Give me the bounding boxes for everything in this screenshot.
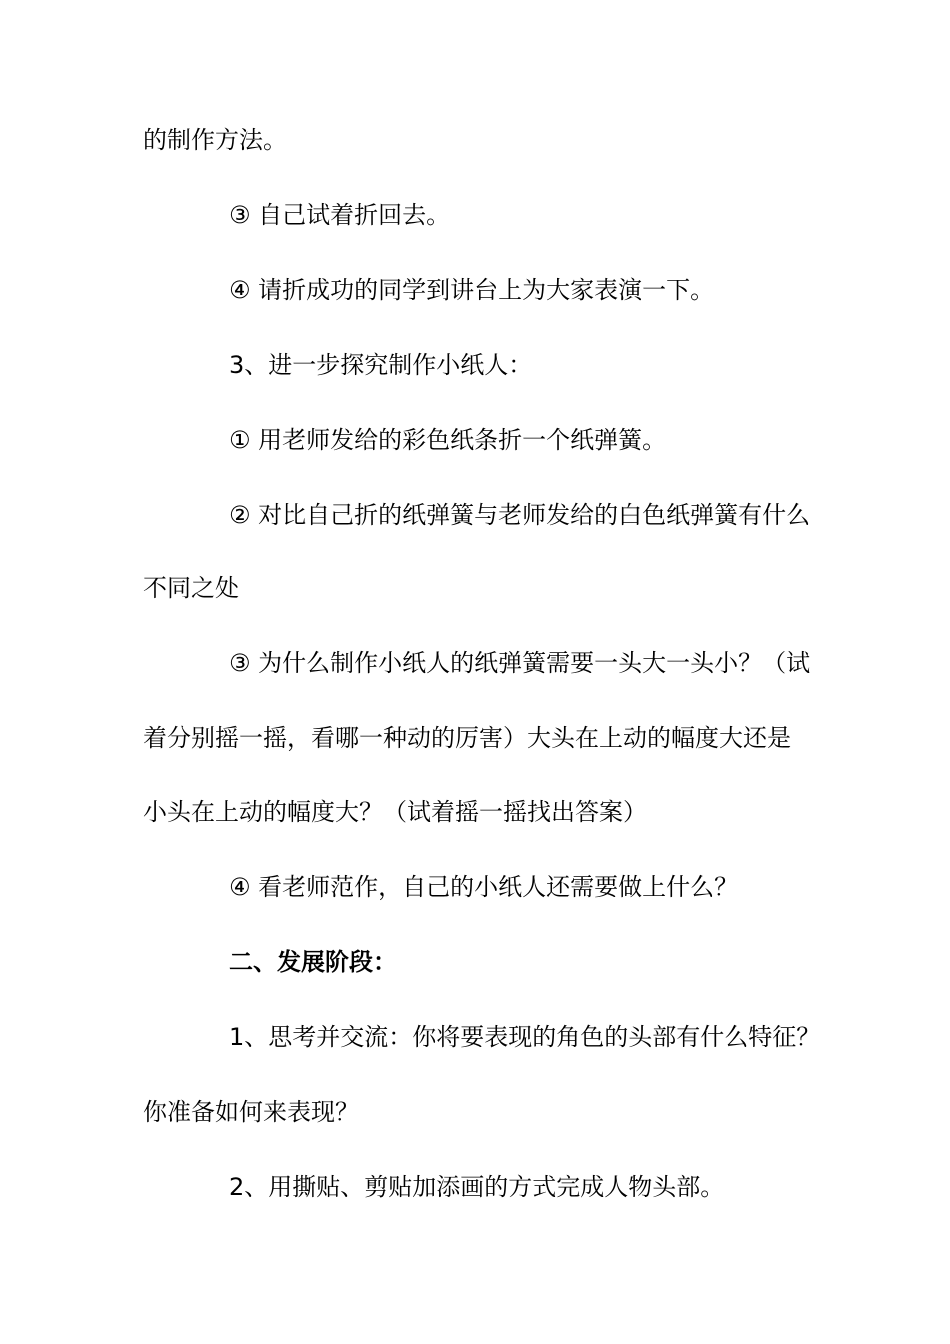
paragraph-line: 的制作方法。 bbox=[143, 126, 287, 154]
paragraph-line: 2、用撕贴、剪贴加添画的方式完成人物头部。 bbox=[229, 1173, 725, 1201]
paragraph-line: 小头在上动的幅度大？（试着摇一摇找出答案） bbox=[143, 798, 647, 826]
paragraph-line: ③ 自己试着折回去。 bbox=[229, 201, 451, 229]
paragraph-line: 不同之处 bbox=[143, 574, 239, 602]
paragraph-line: 你准备如何来表现？ bbox=[143, 1098, 359, 1126]
section-heading: 二、发展阶段： bbox=[229, 948, 397, 976]
section-heading: 3、进一步探究制作小纸人： bbox=[229, 351, 533, 379]
paragraph-line: ② 对比自己折的纸弹簧与老师发给的白色纸弹簧有什么 bbox=[229, 501, 811, 529]
paragraph-line: ① 用老师发给的彩色纸条折一个纸弹簧。 bbox=[229, 426, 667, 454]
paragraph-line: 1、思考并交流：你将要表现的角色的头部有什么特征？ bbox=[229, 1023, 821, 1051]
paragraph-line: ③ 为什么制作小纸人的纸弹簧需要一头大一头小？（试 bbox=[229, 649, 811, 677]
paragraph-line: 着分别摇一摇，看哪一种动的厉害）大头在上动的幅度大还是 bbox=[143, 724, 791, 752]
paragraph-line: ④ 请折成功的同学到讲台上为大家表演一下。 bbox=[229, 276, 715, 304]
paragraph-line: ④ 看老师范作，自己的小纸人还需要做上什么？ bbox=[229, 873, 739, 901]
